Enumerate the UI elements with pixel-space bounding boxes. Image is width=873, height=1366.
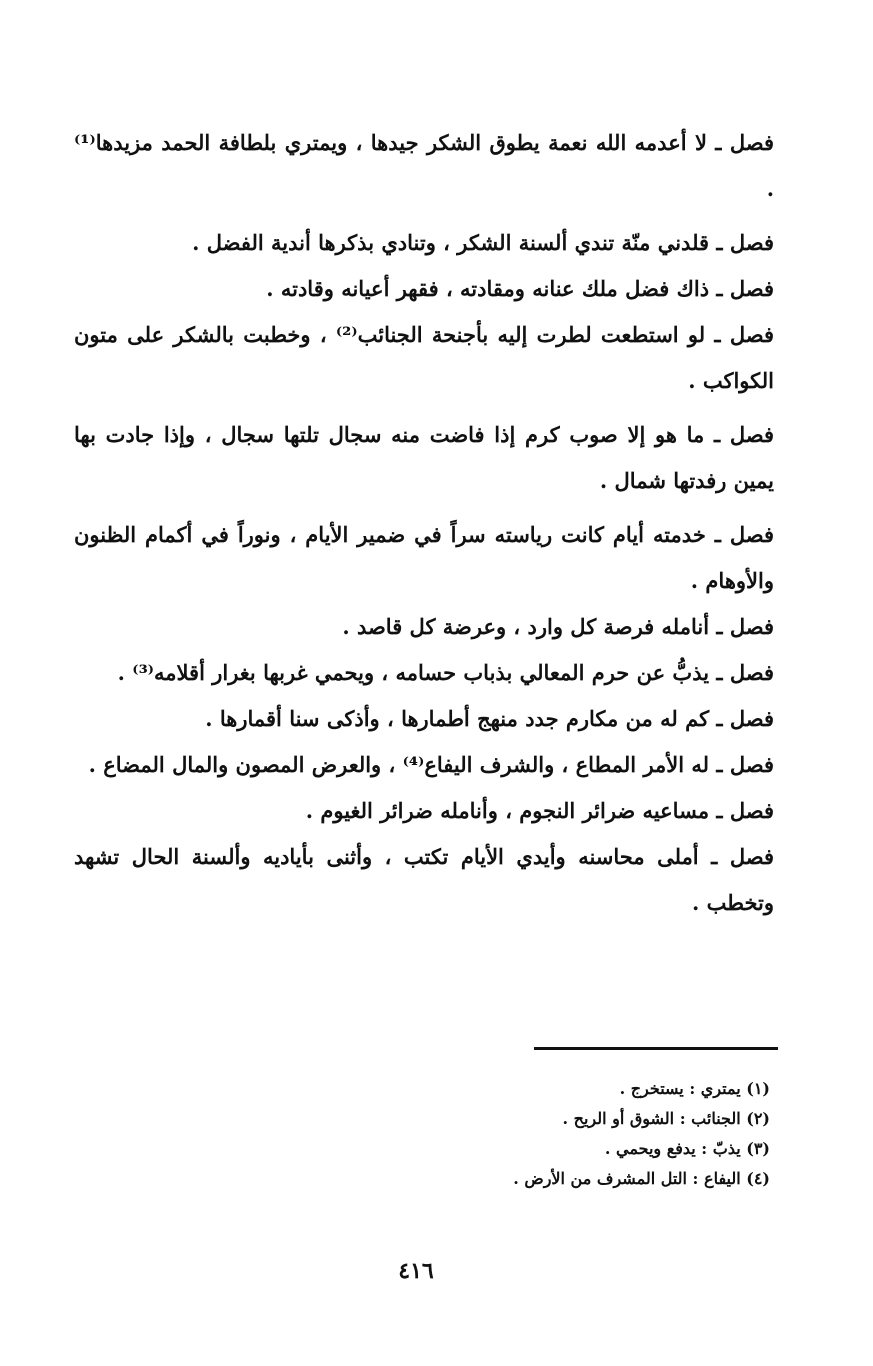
paragraph: فصل ـ قلدني منّة تندي ألسنة الشكر ، وتنادي بذكرها أندية الفضل . — [192, 230, 774, 255]
paragraph: فصل ـ كم له من مكارم جدد منهج أطمارها ، وأذكى سنا أقمارها . — [205, 706, 774, 731]
paragraph: فصل ـ ذاك فضل ملك عنانه ومقادته ، فقهر أعيانه وقادته . — [266, 276, 774, 301]
paragraph: فصل ـ له الأمر المطاع ، والشرف اليفاع⁽⁴⁾ ، والعرض المصون والمال المضاع . — [88, 752, 774, 777]
paragraph: فصل ـ مساعيه ضرائر النجوم ، وأنامله ضرائر الغيوم . — [305, 798, 774, 823]
footnote: (٣) يذبّ : يدفع ويحمي . — [604, 1139, 770, 1158]
paragraph: فصل ـ ما هو إلا صوب كرم إذا فاضت منه سجال تلتها سجال ، وإذا جادت بها يمين رفدتها شمال . — [74, 422, 774, 493]
footnote: (١) يمتري : يستخرج . — [619, 1079, 770, 1098]
paragraph: فصل ـ أنامله فرصة كل وارد ، وعرضة كل قاصد . — [342, 614, 774, 639]
paragraph: فصل ـ أملى محاسنه وأيدي الأيام تكتب ، وأثنى بأياديه وألسنة الحال تشهد وتخطب . — [74, 844, 774, 915]
footnote: (٤) اليفاع : التل المشرف من الأرض . — [513, 1169, 770, 1188]
page-number: ٤١٦ — [398, 1258, 434, 1284]
footnote-divider — [534, 1047, 778, 1050]
footnote: (٢) الجنائب : الشوق أو الريح . — [562, 1109, 770, 1128]
paragraph: فصل ـ لا أعدمه الله نعمة يطوق الشكر جيدها ، ويمتري بلطافة الحمد مزيدها⁽¹⁾ . — [74, 130, 774, 201]
footnotes — [380, 1074, 770, 1194]
main-text — [74, 120, 774, 926]
paragraph: فصل ـ لو استطعت لطرت إليه بأجنحة الجنائب⁽²⁾ ، وخطبت بالشكر على متون الكواكب . — [74, 322, 775, 393]
paragraph: فصل ـ يذبُّ عن حرم المعالي بذباب حسامه ، ويحمي غربها بغرار أقلامه⁽³⁾ . — [117, 660, 774, 685]
paragraph: فصل ـ خدمته أيام كانت رياسته سراً في ضمير الأيام ، ونوراً في أكمام الظنون والأوهام . — [74, 522, 774, 593]
